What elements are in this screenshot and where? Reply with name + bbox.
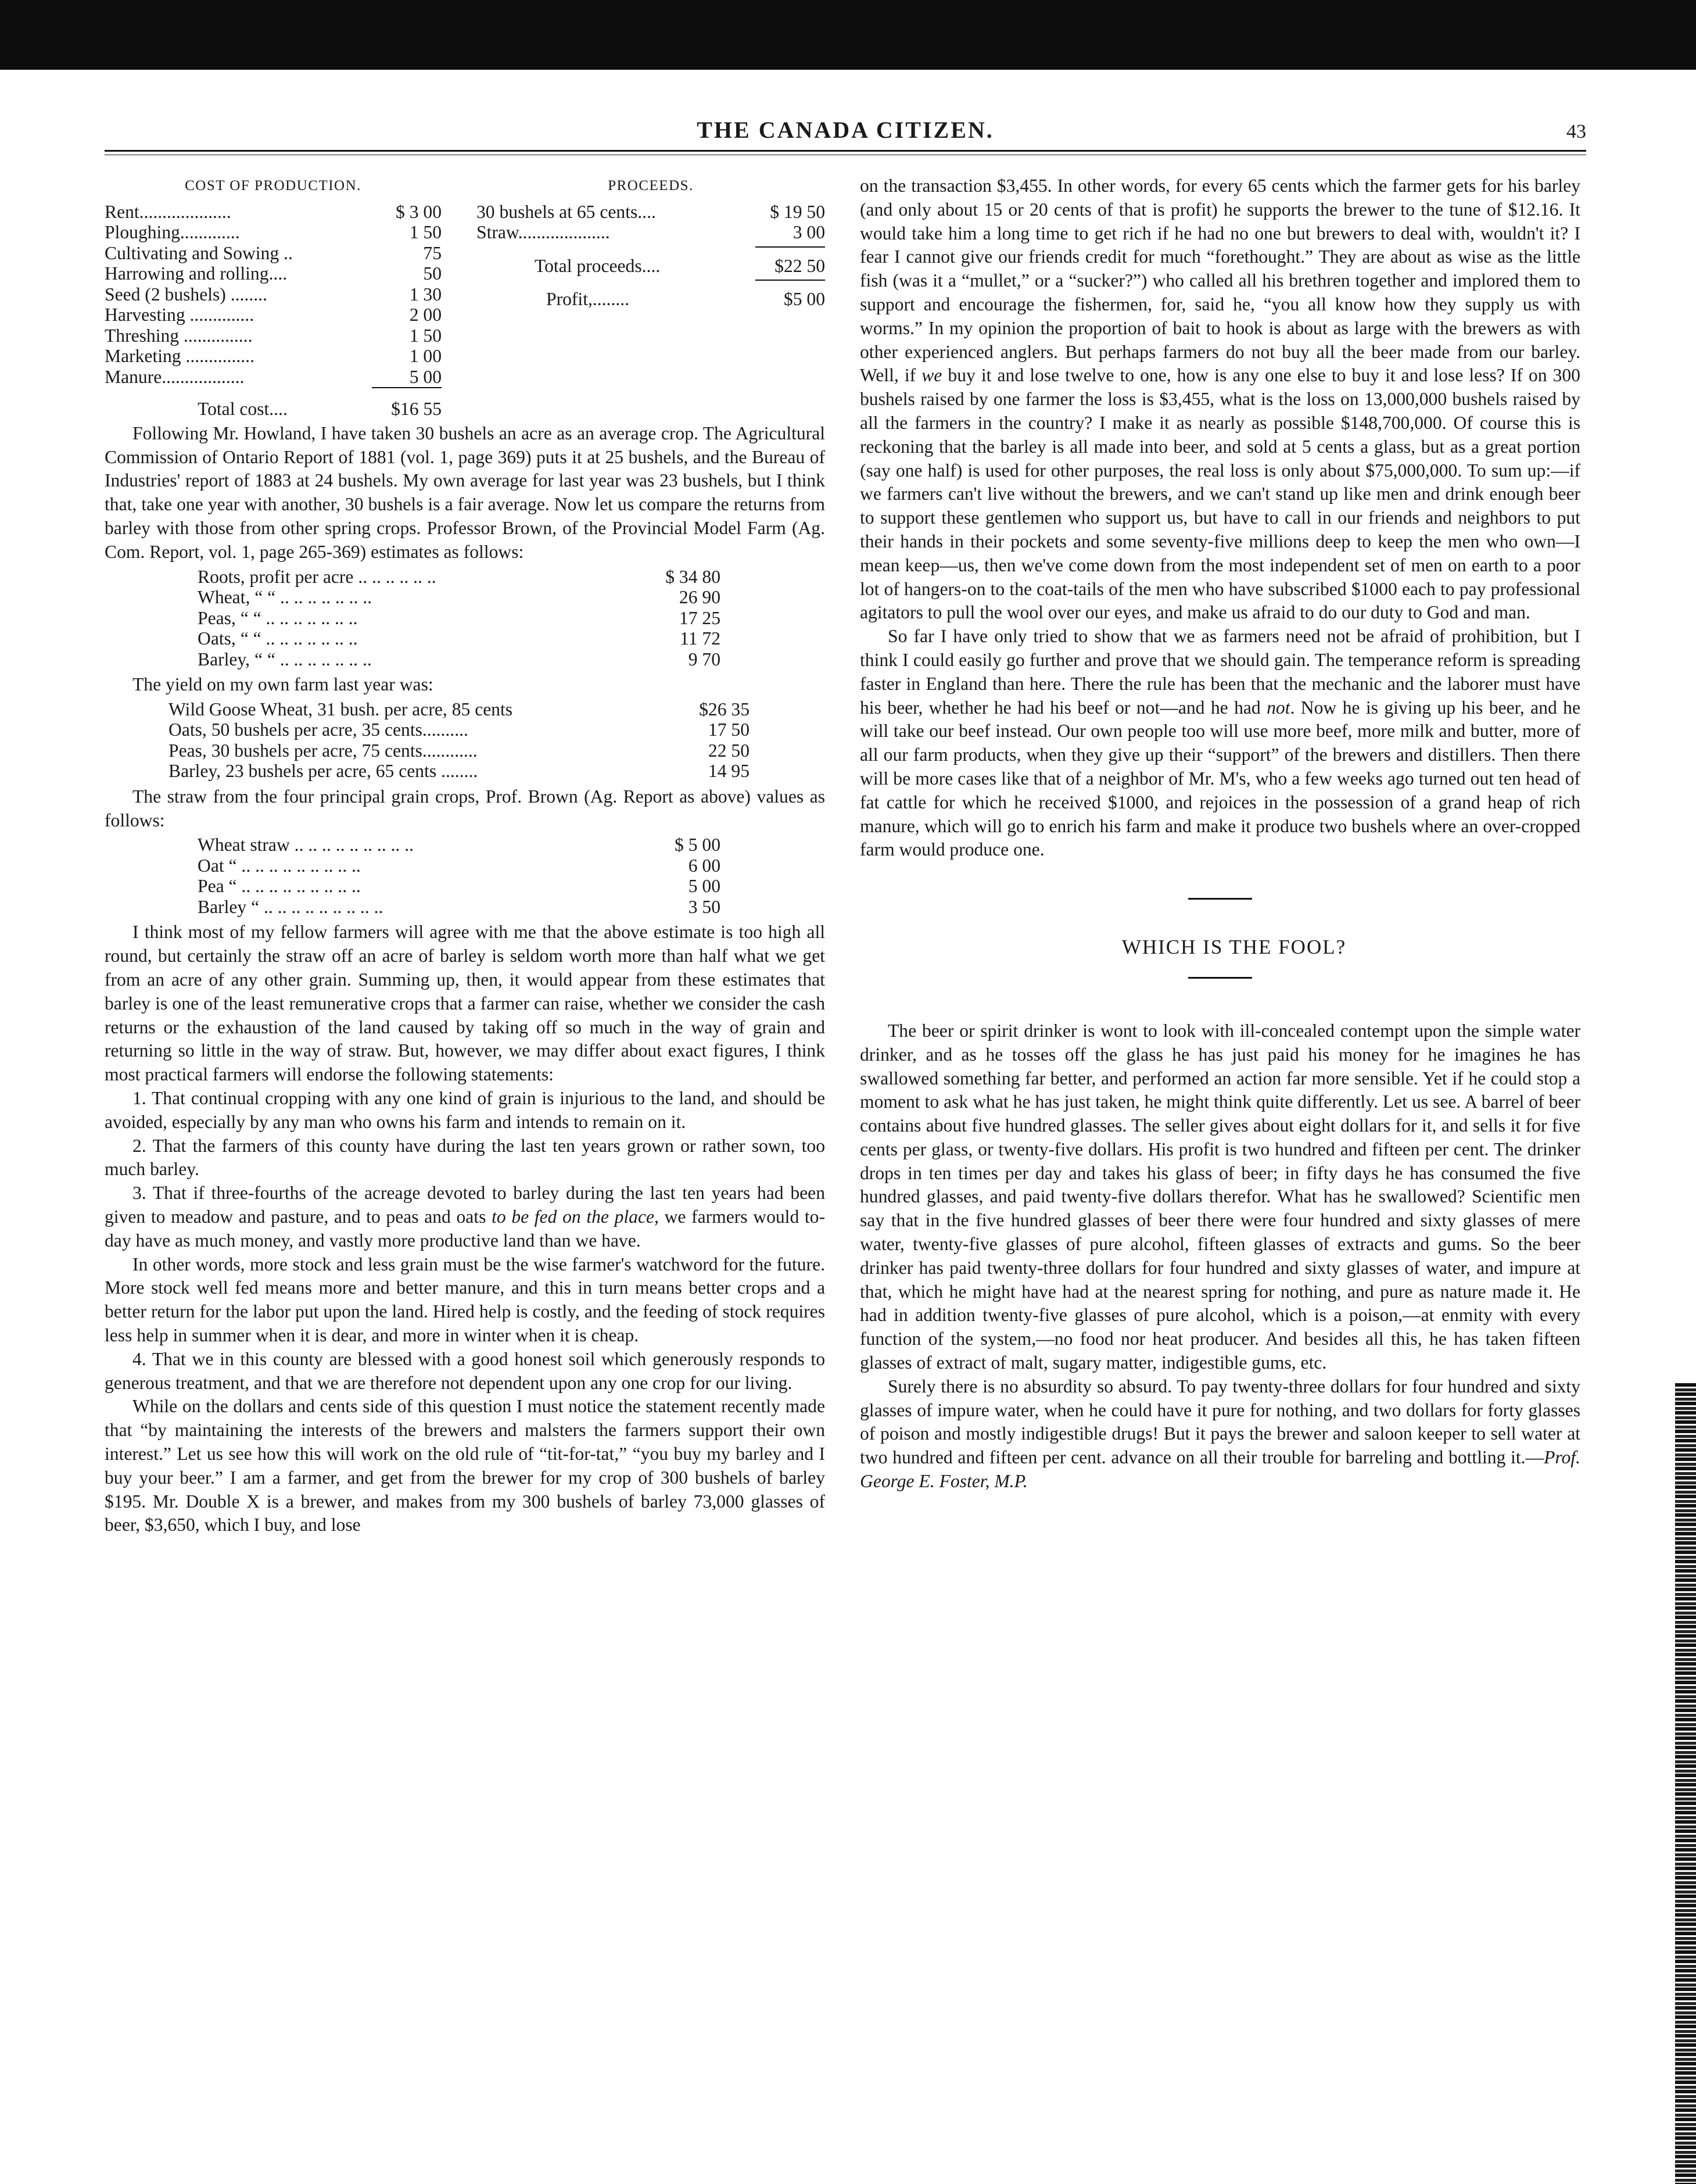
table-row: Straw.................... 3 00 [476,222,825,243]
table-row: Barley, 23 bushels per acre, 65 cents ........ 14 95 [168,761,750,782]
header-rule [105,150,1586,152]
table-row: Marketing ............... 1 00 [105,346,442,367]
paragraph: 1. That continual cropping with any one kind of grain is injurious to the land, and should be avoided, especially by any man who owns his farm and intends to remain on it. [105,1088,825,1132]
straw-value-table [198,835,720,917]
proceeds-total-row: Total proceeds.... $22 50 [535,255,825,276]
paragraph: on the transaction $3,455. In other words, for every 65 cents which the farmer gets for his barley (and only about 15 or 20 cents of that is profit) he supports the brewer to the tune of $12.16. It would take him a long time to get rich if he had no one but brewers to deal with, wouldn't it? I fear I cannot give our friends credit for much “forethought.” They are about as wise as the little fish (was it a “mullet,” or a “sucker?”) who called all his brethren together and implored them to support and encourage the fishermen, for, said he, “you all know how they supply us with worms.” In my opinion the proportion of bait to hook is about as large with the brewers as with other experienced anglers. But perhaps farmers do not buy all the beer made from our barley. Well, if we buy it and lose twelve to one, how is any one else to buy it and lose less? If on 300 bushels raised by one farmer the loss is $3,455, what is the loss on 13,000,000 bushels raised by all the farmers in the country? I make it as nearly as possible $148,700,000. Of course this is reckoning that the barley is all made into beer, and sold at 5 cents a glass, but as a great portion (say one half) is used for other purposes, the real loss is only about $75,000,000. To sum up:—if we farmers can't live without the brewers, and we can't stand up like men and drink enough beer to support these gentlemen who support us, but have to call in our friends and neighbors to put their hands in their pockets and some seventy-five millions deep to keep the men who own—I mean keep—us, then we've come down from the most independent set of men on earth to a poor lot of hangers-on to the coat-tails of the men who have subscribed $1000 each to pay professional agitators to pull the wool over our eyes, and make us afraid to do our duty to God and man. [860,176,1580,623]
paragraph: I think most of my fellow farmers will agree with me that the above estimate is too high all round, but certainly the straw off an acre of barley is seldom worth more than half what we get from an acre of any other grain. Summing up, then, it would appear from these estimates that barley is one of the least remunerative crops that a farmer can raise, whether we consider the cash returns or the exhaustion of the land caused by taking off so much in the way of grain and returning so little in the way of straw. But, however, we may differ about exact figures, I think most practical farmers will endorse the following statements: [105,922,825,1085]
table-row: Pea “ .. .. .. .. .. .. .. .. .. 5 00 [198,876,720,897]
table-row: Rent.................... $ 3 00 [105,201,442,222]
table-row: Peas, “ “ .. .. .. .. .. .. .. 17 25 [198,607,720,628]
table-row: Oats, 50 bushels per acre, 35 cents.......... 17 50 [168,719,750,740]
proceeds-heading: PROCEEDS. [608,178,694,194]
paragraph: Following Mr. Howland, I have taken 30 bushels an acre as an average crop. The Agricultural Commission of Ontario Report of 1881 (vol. 1, page 369) puts it at 25 bushels, and the Bureau of Industries' report of 1883 at 24 bushels. My own average for last year was 23 bushels, but I think that, take one year with another, 30 bushels is a fair average. Now let us compare the returns from barley with those from other spring crops. Professor Brown, of the Provincial Model Farm (Ag. Com. Report, vol. 1, page 265-369) estimates as follows: [105,423,825,562]
profit-per-acre-table [198,567,720,670]
article-heading: WHICH IS THE FOOL? [1121,936,1347,959]
scan-top-border [0,0,1696,70]
yield-table [168,699,750,782]
table-row: Threshing ............... 1 50 [105,325,442,346]
paragraph: 3. That if three-fourths of the acreage devoted to barley during the last ten years had been given to meadow and pasture, and to peas and oats to be fed on the place, we farmers would to-day have as much money, and vastly more productive land than we have. [105,1183,826,1251]
paragraph: The straw from the four principal grain crops, Prof. Brown (Ag. Report as above) values as follows: [105,786,825,830]
profit-rule [755,280,825,281]
table-row: Peas, 30 bushels per acre, 75 cents............ 22 50 [168,740,750,761]
paragraph: The beer or spirit drinker is wont to look with ill-concealed contempt upon the simple water drinker, and as he tosses off the glass he has just paid his money for he imagines he has swallowed something far better, and performed an action far more sensible. Yet if he could stop a moment to ask what he has just taken, he might think quite differently. Let us see. A barrel of beer contains about five hundred glasses. The seller gives about eight dollars for it, and sells it for five cents per glass, or twenty-five dollars. His profit is two hundred and fifteen per cent. The drinker drops in ten times per day and takes his glass of beer; in fifty days he has consumed the five hundred glasses, and paid twenty-five dollars therefor. What has he swallowed? Scientific men say that in the five hundred glasses of beer there were four hundred and sixty glasses of mere water, twenty-five glasses of pure alcohol, fifteen glasses of extracts and gums. So the beer drinker has paid twenty-three dollars for four hundred and sixty glasses of water, and impure at that, which he might have had at the nearest spring for nothing, and pure as nature made it. He had in addition twenty-five glasses of pure alcohol, which is a poison,—at enmity with every function of the system,—no food nor heat producer. And besides all this, he has taken fifteen glasses of extract of malt, sugary matter, indigestible gums, etc. [860,1020,1580,1373]
cost-heading: COST OF PRODUCTION. [185,178,361,194]
cost-total-rule [372,387,442,388]
cost-proceeds-block [105,174,825,420]
paragraph: 2. That the farmers of this county have during the last ten years grown or rather sown, too much barley. [105,1135,825,1180]
paragraph: While on the dollars and cents side of this question I must notice the statement recently made that “by maintaining the interests of the brewers and malsters the farmers support their own interest.” Let us see how this will work on the old rule of “tit-for-tat,” “you buy my barley and I buy your beer.” I am a farmer, and get from the brewer for my crop of 300 bushels of barley $195. Mr. Double X is a brewer, and makes from my 300 bushels of barley 73,000 glasses of beer, $3,650, which I buy, and lose [105,1396,825,1535]
cost-total-row: Total cost.... $16 55 [198,399,442,420]
table-row: Manure.................. 5 00 [105,366,442,387]
proceeds-table [476,174,825,420]
page-header [105,116,1586,151]
table-row: Barley “ .. .. .. .. .. .. .. .. .. 3 50 [198,896,720,917]
table-row: Barley, “ “ .. .. .. .. .. .. .. 9 70 [198,649,720,669]
paragraph: The yield on my own farm last year was: [132,674,433,695]
profit-row: Profit,........ $5 00 [546,289,825,310]
table-row: Harvesting .............. 2 00 [105,305,442,325]
table-row: Roots, profit per acre .. .. .. .. .. .. $ 34 80 [198,566,720,587]
paragraph: 4. That we in this county are blessed with a good honest soil which generously responds to generous treatment, and that we are therefore not dependent upon any one crop for our living. [105,1348,825,1393]
paragraph: In other words, more stock and less grain must be the wise farmer's watchword for the future. More stock well fed means more and better manure, and this in turn means better crops and a better return for the labor put upon the land. Hired help is costly, and the feeding of stock requires less help in summer when it is dear, and more in winter when it is cheap. [105,1254,825,1346]
proceeds-rule [755,246,825,248]
right-column [860,174,1580,1494]
paragraph: Surely there is no absurdity so absurd. To pay twenty-three dollars for four hundred and sixty glasses of impure water, when he could have it pure for nothing, and two dollars for forty glasses of poison and mostly indigestible drugs! But it pays the brewer and saloon keeper to sell water at two hundred and fifteen per cent. advance on all their trouble for barreling and bottling it.—Prof. George E. Foster, M.P. [860,1376,1580,1492]
heading-divider [1188,977,1252,979]
newspaper-title: THE CANADA CITIZEN. [697,117,994,143]
left-column [105,174,825,1537]
table-row: Cultivating and Sowing .. 75 [105,242,442,263]
table-row: Oats, “ “ .. .. .. .. .. .. .. 11 72 [198,628,720,649]
page-number: 43 [1566,121,1586,142]
scan-right-edge [1675,1383,1696,2184]
table-row: Ploughing............. 1 50 [105,222,442,243]
author-signature: Prof. George E. Foster, M.P. [860,1447,1580,1492]
paragraph: So far I have only tried to show that we as farmers need not be afraid of prohibition, but I think I could easily go further and prove that we should gain. The temperance reform is spreading faster in England than here. There the rule has been that the mechanic and the laborer must have his beer, whether he had his beef or not—and he had not. Now he is giving up his beer, and he will take our beef instead. Our own people too will use more beef, more milk and butter, more of all our farm products, when they give up their “support” of the brewers and distillers. Then there will be more cases like that of a neighbor of Mr. M's, who a few weeks ago turned out ten head of fat cattle for which he received $1000, and rejoices in the possession of a grand heap of rich manure, which will go to enrich his farm and make it produce two bushels where an over-cropped farm would produce one. [860,626,1580,860]
table-row: 30 bushels at 65 cents.... $ 19 50 [476,201,825,222]
table-row: Wheat straw .. .. .. .. .. .. .. .. .. $ 5 00 [198,835,720,855]
table-row: Harrowing and rolling.... 50 [105,263,442,284]
cost-table [105,174,442,420]
table-row: Oat “ .. .. .. .. .. .. .. .. .. 6 00 [198,855,720,876]
table-row: Wheat, “ “ .. .. .. .. .. .. .. 26 90 [198,587,720,608]
table-row: Wild Goose Wheat, 31 bush. per acre, 85 cents $26 35 [168,699,750,719]
table-row: Seed (2 bushels) ........ 1 30 [105,284,442,305]
section-divider [1188,898,1252,900]
